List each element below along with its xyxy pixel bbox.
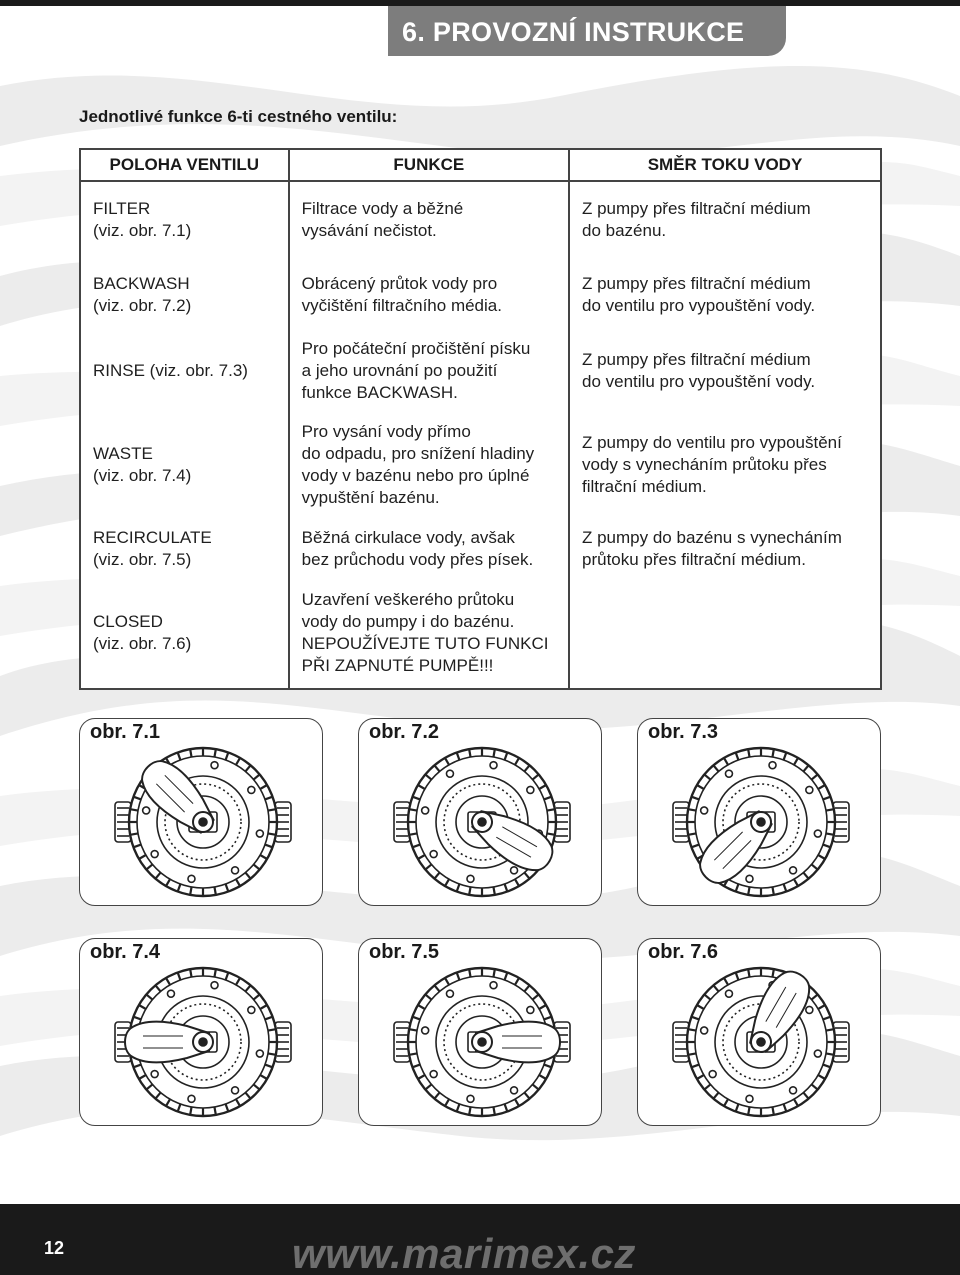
valve-top-illustration: [108, 959, 298, 1125]
figure-label: obr. 7.2: [369, 721, 440, 743]
table-row: [80, 521, 881, 577]
cell-position: CLOSED (viz. obr. 7.6): [80, 577, 289, 689]
cell-flow: [569, 577, 881, 689]
valve-top-illustration: [666, 959, 856, 1125]
cell-flow: Z pumpy přes filtrační médium do ventilu pro vypouštění vody.: [569, 257, 881, 333]
cell-flow: Z pumpy do ventilu pro vypouštění vody s vynecháním průtoku přes filtrační médium.: [569, 409, 881, 521]
cell-position: BACKWASH (viz. obr. 7.2): [80, 257, 289, 333]
cell-function: Uzavření veškerého průtoku vody do pumpy i do bazénu. NEPOUŽÍVEJTE TUTO FUNKCI PŘI ZAPNUTÉ PUMPĚ!!!: [289, 577, 569, 689]
valve-top-illustration: [666, 739, 856, 905]
figure-label: obr. 7.4: [90, 941, 161, 963]
valve-top-illustration: [387, 959, 577, 1125]
cell-position: WASTE (viz. obr. 7.4): [80, 409, 289, 521]
valve-top-illustration: [387, 739, 577, 905]
valve-functions-table: [79, 148, 882, 690]
header-spacer: [786, 6, 960, 56]
column-header-function: FUNKCE: [289, 149, 569, 181]
figure-label: obr. 7.1: [90, 721, 161, 743]
website-url: www.marimex.cz: [292, 1230, 636, 1275]
figure-7-4: [79, 938, 323, 1126]
cell-function: Obrácený průtok vody pro vyčištění filtračního média.: [289, 257, 569, 333]
figure-label: obr. 7.5: [369, 941, 440, 963]
cell-position: RINSE (viz. obr. 7.3): [80, 333, 289, 409]
table-row: [80, 257, 881, 333]
table-row: [80, 409, 881, 521]
figure-7-1: [79, 718, 323, 906]
cell-function: Pro počáteční pročištění písku a jeho urovnání po použití funkce BACKWASH.: [289, 333, 569, 409]
table-row: [80, 333, 881, 409]
cell-flow: Z pumpy do bazénu s vynecháním průtoku přes filtrační médium.: [569, 521, 881, 577]
figure-label: obr. 7.6: [648, 941, 719, 963]
cell-function: Pro vysání vody přímo do odpadu, pro snížení hladiny vody v bazénu nebo pro úplné vypuštění bazénu.: [289, 409, 569, 521]
chapter-title: 6. PROVOZNÍ INSTRUKCE: [388, 6, 786, 56]
cell-flow: Z pumpy přes filtrační médium do ventilu pro vypouštění vody.: [569, 333, 881, 409]
figure-7-5: [358, 938, 602, 1126]
table-header-row: [80, 149, 881, 181]
table-row: [80, 577, 881, 689]
figure-7-3: [637, 718, 881, 906]
cell-function: Filtrace vody a běžné vysávání nečistot.: [289, 181, 569, 257]
column-header-flow: SMĚR TOKU VODY: [569, 149, 881, 181]
cell-position: FILTER (viz. obr. 7.1): [80, 181, 289, 257]
page-number: 12: [44, 1238, 65, 1258]
cell-function: Běžná cirkulace vody, avšak bez průchodu vody přes písek.: [289, 521, 569, 577]
cell-position: RECIRCULATE (viz. obr. 7.5): [80, 521, 289, 577]
valve-top-illustration: [108, 739, 298, 905]
section-heading: Jednotlivé funkce 6-ti cestného ventilu:: [79, 107, 398, 126]
figure-7-6: [637, 938, 881, 1126]
table-row: [80, 181, 881, 257]
cell-flow: Z pumpy přes filtrační médium do bazénu.: [569, 181, 881, 257]
figure-label: obr. 7.3: [648, 721, 719, 743]
figure-7-2: [358, 718, 602, 906]
column-header-position: POLOHA VENTILU: [80, 149, 289, 181]
